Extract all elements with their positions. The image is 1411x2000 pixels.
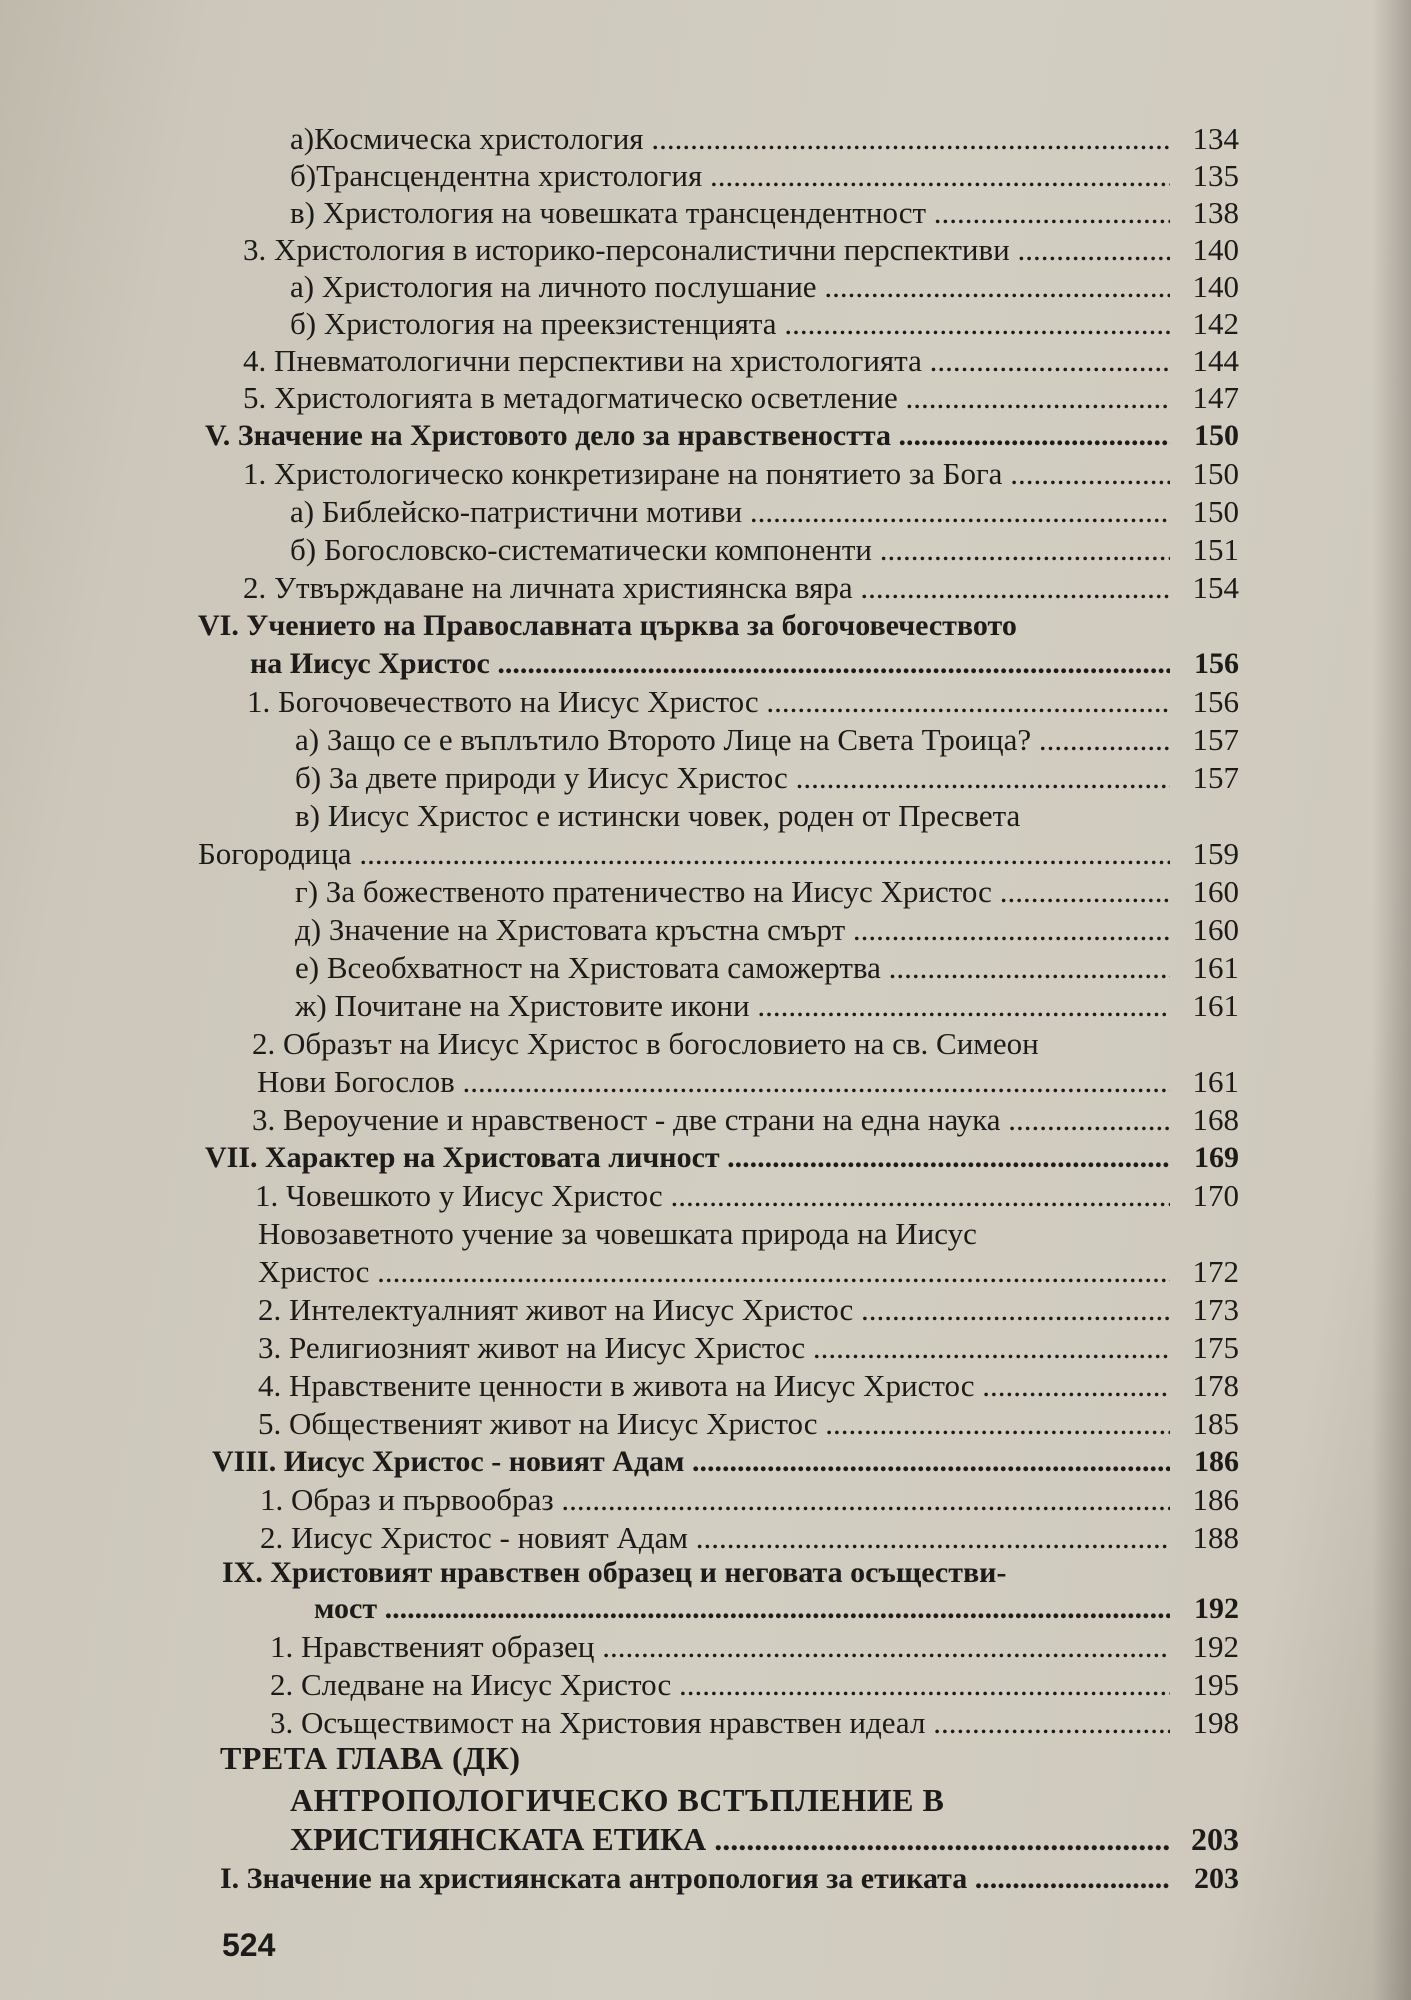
toc-section-page: 186 [1194,1445,1239,1478]
toc-entry-page: 159 [1192,836,1239,871]
toc-entry-title: Нови Богослов ..... [257,1063,1170,1101]
toc-section-title: мост ..... [314,1590,1170,1628]
section-I-title: I. Значение на християнската антропология за етиката ..... [220,1860,1170,1898]
toc-section [0,1590,1411,1628]
toc-section-title: VII. Характер на Христовата личност ..... [205,1139,1170,1177]
toc-entry-page: 138 [1192,195,1239,230]
toc-entry [0,759,1411,797]
toc-entry-page: 173 [1192,1292,1239,1327]
toc-entry-title: 3. Осъществимост на Христовия нравствен идеал ..... [270,1704,1170,1742]
toc-entry-title: е) Всеобхватност на Христовата саможертва ..... [295,949,1170,987]
toc-entry-title: д) Значение на Христовата кръстна смърт ..... [295,911,1170,949]
page-number: 524 [222,1927,276,1963]
toc-entry-title: 5. Христологията в метадогматическо осветление ..... [243,379,1170,417]
toc-entry [0,268,1411,306]
toc-entry [0,1519,1411,1557]
toc-section [0,1139,1411,1177]
toc-entry-title: 1. Нравственият образец ..... [270,1628,1170,1666]
toc-entry [0,797,1411,835]
toc-entry-title: 2. Следване на Иисус Христос ..... [270,1666,1170,1704]
toc-entry-page: 160 [1192,874,1239,909]
toc-entry-page: 192 [1192,1629,1239,1664]
toc-entry-title: г) За божественото пратеничество на Иисус Христос ..... [295,873,1170,911]
toc-entry-page: 168 [1192,1102,1239,1137]
toc-entry-title: б)Трансцендентна христология ..... [290,157,1170,195]
toc-entry [0,1329,1411,1367]
toc-entry-page: 188 [1192,1520,1239,1555]
toc-entry [0,493,1411,531]
section-I-page: 203 [1194,1862,1239,1895]
toc-entry-page: 151 [1192,532,1239,567]
toc-entry-page: 144 [1192,343,1239,378]
toc-section-page: 150 [1194,419,1239,452]
toc-entry [0,1405,1411,1443]
toc-section-title: VI. Учението на Православната църква за богочовечеството [198,609,1017,642]
toc-entry-title: 2. Интелектуалният живот на Иисус Христос ..... [258,1291,1170,1329]
toc-entry [0,1704,1411,1742]
toc-entry-title: 1. Христологическо конкретизиране на понятието за Бога ..... [243,455,1170,493]
toc-entry-page: 160 [1192,912,1239,947]
toc-entry-title: 4. Пневматологични перспективи на христологията ..... [243,342,1170,380]
toc-entry-title: 2. Иисус Христос - новият Адам ..... [260,1519,1170,1557]
toc-entry-page: 161 [1192,950,1239,985]
chapter-label: ТРЕТА ГЛАВА (ДК) [220,1740,521,1776]
toc-section [0,645,1411,683]
toc-entry [0,342,1411,380]
toc-entry-title: 4. Нравствените ценности в живота на Иисус Христос ..... [258,1367,1170,1405]
toc-entry-title: а)Космическа христология ..... [290,120,1170,158]
toc-entry-page: 140 [1192,269,1239,304]
toc-entry-page: 156 [1192,684,1239,719]
toc-entry [0,379,1411,417]
toc-entry [0,911,1411,949]
toc-entry-page: 185 [1192,1406,1239,1441]
toc-entry-title: 5. Общественият живот на Иисус Христос ..... [258,1405,1170,1443]
toc-entry [0,1101,1411,1139]
toc-section-page: 156 [1194,647,1239,680]
toc-entry [0,194,1411,232]
toc-entry [0,1481,1411,1519]
toc-entry [0,683,1411,721]
toc-section-title: на Иисус Христос ..... [250,645,1170,683]
toc-section-title: V. Значение на Христовото дело за нравствеността ..... [205,417,1170,455]
toc-entry-page: 175 [1192,1330,1239,1365]
toc-entry-title: 2. Образът на Иисус Христос в богословието на св. Симеон [252,1026,1039,1061]
toc-entry-page: 157 [1192,722,1239,757]
toc-entry [0,1628,1411,1666]
toc-entry [0,1291,1411,1329]
toc-entry-page: 150 [1192,494,1239,529]
toc-section [0,1860,1411,1898]
toc-entry [0,949,1411,987]
toc-entry [0,305,1411,343]
toc-entry-page: 135 [1192,158,1239,193]
toc-section [0,1554,1411,1592]
toc-entry-title: 3. Христология в историко-персоналистични перспективи ..... [243,231,1170,269]
toc-entry-title: 1. Образ и първообраз ..... [260,1481,1170,1519]
toc-entry [0,231,1411,269]
toc-section-title: IX. Христовият нравствен образец и неговата осъществи- [222,1556,1007,1589]
toc-section [0,607,1411,645]
toc-section [0,417,1411,455]
toc-entry-page: 161 [1192,1064,1239,1099]
toc-entry [0,569,1411,607]
toc-entry [0,455,1411,493]
toc-entry-title: а) Библейско-патристични мотиви ..... [290,493,1170,531]
toc-entry-page: 178 [1192,1368,1239,1403]
toc-entry-title: 3. Вероучение и нравственост - две страни на една наука ..... [252,1101,1170,1139]
toc-entry [0,835,1411,873]
toc-entry [0,987,1411,1025]
toc-entry-title: б) Богословско-систематически компоненти ..... [290,531,1170,569]
toc-entry-page: 198 [1192,1705,1239,1740]
toc-entry [0,1253,1411,1291]
toc-entry-title: б) За двете природи у Иисус Христос ..... [295,759,1170,797]
toc-entry-title: 1. Човешкото у Иисус Христос ..... [255,1177,1170,1215]
chapter-title-line2: ХРИСТИЯНСКАТА ЕТИКА ..... [290,1820,1170,1858]
toc-entry-title: 2. Утвърждаване на личната християнска вяра ..... [243,569,1170,607]
chapter-title-page: 203 [1191,1821,1239,1857]
toc-entry-title: в) Иисус Христос е истински човек, роден от Пресвета [295,798,1021,833]
toc-entry-title: б) Христология на преекзистенцията ..... [290,305,1170,343]
toc-section [0,1443,1411,1481]
toc-entry [0,873,1411,911]
toc-section-page: 192 [1194,1592,1239,1625]
toc-entry-title: Христос ..... [258,1253,1170,1291]
toc-entry [0,721,1411,759]
toc-entry [0,1666,1411,1704]
toc-entry [0,120,1411,158]
toc-entry-title: Новозаветното учение за човешката природа на Иисус [258,1216,977,1251]
toc-entry [0,1063,1411,1101]
toc-entry-page: 157 [1192,760,1239,795]
toc-entry-page: 186 [1192,1482,1239,1517]
toc-section-title: VIII. Иисус Христос - новият Адам ..... [212,1443,1170,1481]
toc-entry-title: а) Христология на личното послушание ..... [290,268,1170,306]
toc-entry-title: Богородица ..... [198,835,1170,873]
toc-entry [0,157,1411,195]
toc-entry-page: 134 [1192,121,1239,156]
toc-entry-title: 3. Религиозният живот на Иисус Христос ..... [258,1329,1170,1367]
toc-entry-page: 142 [1192,306,1239,341]
toc-entry [0,1367,1411,1405]
toc-entry-page: 161 [1192,988,1239,1023]
chapter-title-line1: АНТРОПОЛОГИЧЕСКО ВСТЪПЛЕНИЕ В [290,1782,945,1818]
toc-entry-page: 147 [1192,380,1239,415]
toc-entry [0,1025,1411,1063]
toc-entry-page: 150 [1192,456,1239,491]
toc-entry [0,531,1411,569]
toc-entry-page: 154 [1192,570,1239,605]
toc-entry-page: 172 [1192,1254,1239,1289]
toc-entry-title: а) Защо се е въплътило Второто Лице на Света Троица? ..... [295,721,1170,759]
toc-entry-page: 170 [1192,1178,1239,1213]
toc-entry-title: ж) Почитане на Христовите икони ..... [295,987,1170,1025]
chapter-title-line2-row [0,1820,1411,1858]
toc-section-page: 169 [1194,1141,1239,1174]
toc-entry [0,1215,1411,1253]
toc-entry [0,1177,1411,1215]
toc-entry-page: 195 [1192,1667,1239,1702]
toc-entry-page: 140 [1192,232,1239,267]
toc-entry-title: 1. Богочовечеството на Иисус Христос ..... [247,683,1170,721]
toc-entry-title: в) Христология на човешката трансцендентност ..... [290,194,1170,232]
